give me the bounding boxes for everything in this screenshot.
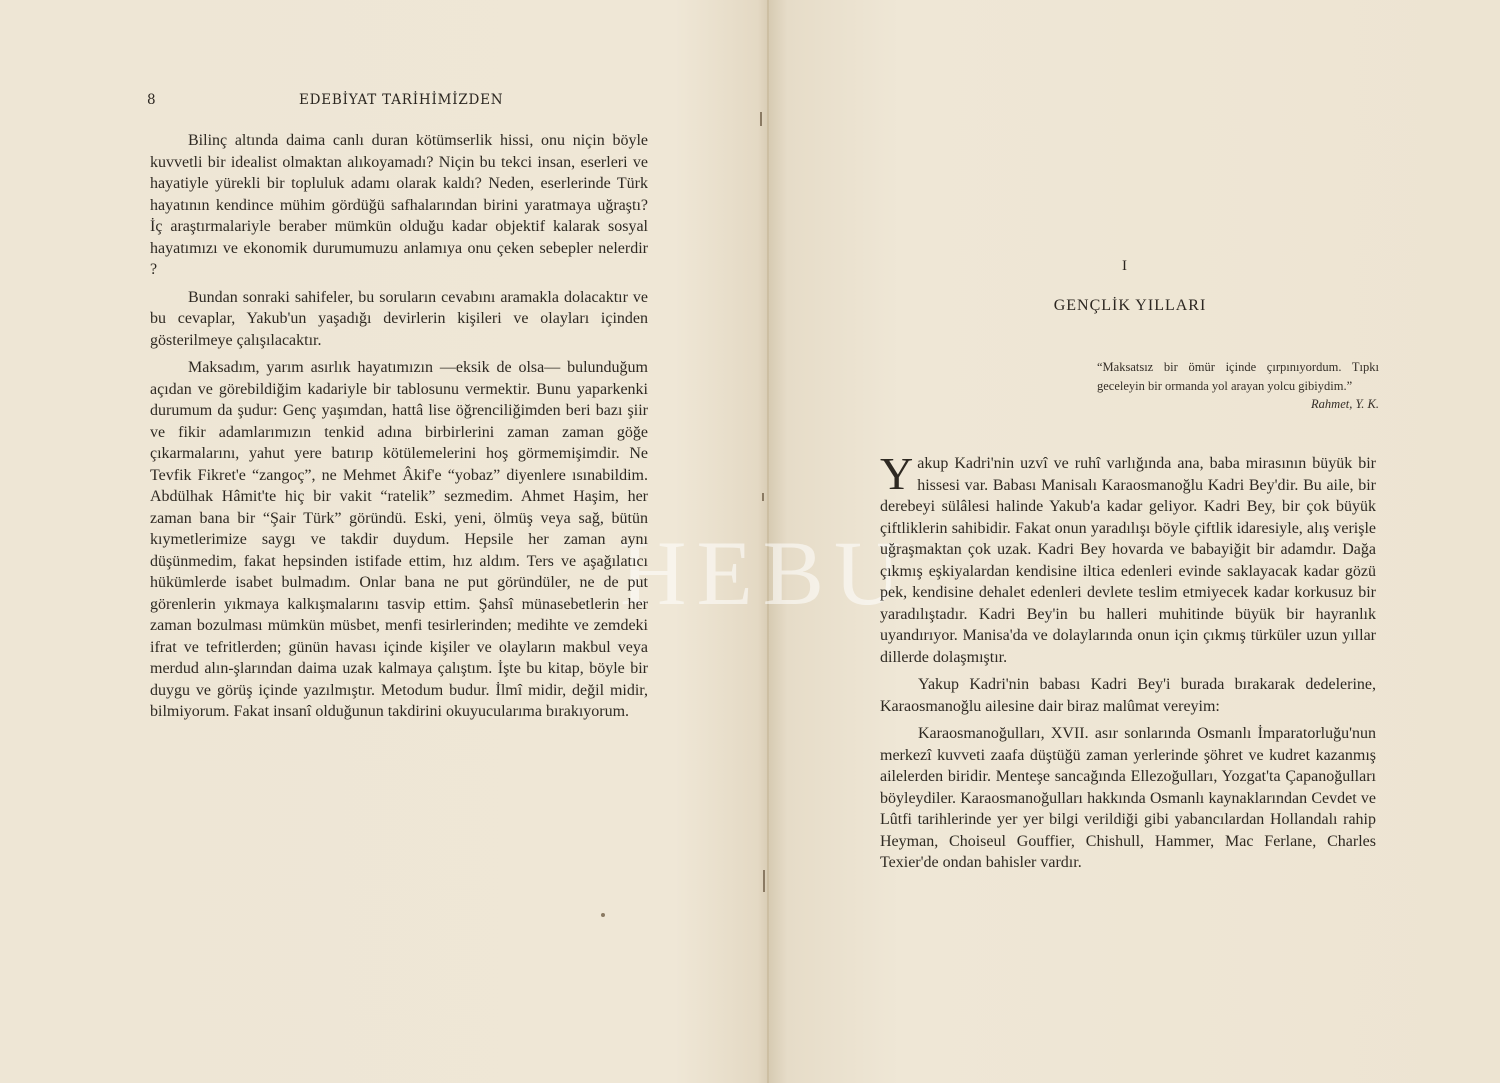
print-mark — [601, 913, 605, 917]
print-mark — [760, 112, 762, 126]
page-number: 8 — [147, 92, 156, 108]
epigraph-quote: “Maksatsız bir ömür içinde çırpınıyordum. Tıpkı geceleyin bir ormanda yol arayan yolcu gibiydim.” — [1097, 360, 1379, 393]
paragraph: Bundan sonraki sahifeler, bu soruların cevabını aramakla dolacaktır ve bu cevaplar, Yakub'un yaşadığı devirlerin kişileri ve olayları içinden gösterilmeye çalışılacaktır. — [150, 288, 648, 349]
running-title: EDEBİYAT TARİHİMİZDEN — [299, 92, 504, 108]
first-paragraph — [880, 448, 1376, 668]
right-body-text — [880, 448, 1376, 874]
epigraph — [1097, 358, 1379, 414]
drop-cap: Y — [880, 448, 914, 499]
chapter-title: GENÇLİK YILLARI — [1053, 297, 1207, 314]
chapter-number: I — [1122, 258, 1127, 274]
paragraph: Karaosmanoğulları, XVII. asır sonlarında Osmanlı İmparatorluğu'nun merkezî kuvveti zaafa düştüğü zaman yerlerinde şöhret ve kudret kazanmış ailelerden biridir. Menteşe sancağında Ellezoğulları, Yozgat'ta Çapanoğulları böyleydiler. Karaosmanoğulları hakkında Osmanlı kaynaklarından Cevdet ve Lûtfi tarihlerinde yer yer bilgi verildiği gibi yabancılardan Hollandalı rahip Heyman, Choiseul Gouffier, Chishull, Hammer, Mac Ferlane, Charles Texier'de ondan bahisler vardır. — [880, 725, 1376, 871]
first-paragraph-text: akup Kadri'nin uzvî ve ruhî varlığında ana, baba mirasının büyük bir hissesi var. Babası Manisalı Karaosmanoğlu Kadri Bey'dir. Bu aile, bir derebeyi sülâlesi halinde Yakub'a kadar geliyor. Kadri Bey, bir çok büyük çiftliklerin sahibidir. Fakat onun yaradılışı böyle çiftlik idaresiyle, alış verişle uğraşmaktan çok uzak. Kadri Bey hovarda ve babayiğit bir adamdır. Dağa çıkmış eşkiyalardan kendisine iltica edenleri evinde saklayacak kadar gözü pek, kendisine dehalet edenleri devlete teslim etmiyecek kadar korkusuz bir yaradılıştadır. Kadri Bey'in bu halleri muhitinde büyük bir hayranlık uyandırıyor. Manisa'da ve dolaylarında onun için çıkmış türküler uzun yıllar dillerde dolaşmıştır. — [880, 455, 1376, 666]
paragraph: Bilinç altında daima canlı duran kötümserlik hissi, onu niçin böyle kuvvetli bir idealist olmaktan alıkoyamadı? Niçin bu tekci insan, eserleri ve hayatiyle yürekli bir topluluk adamı olarak kaldı? Neden, eserlerinde Türk hayatının kendince mühim gördüğü safhalarından birini yaratmaya uğraştı? İç araştırmalariyle beraber mümkün olduğu kadar objektif kalarak sosyal hayatımızı ve ekonomik durumumuzu anlamıya onu çeken sebepler nelerdir ? — [150, 132, 648, 278]
left-body-text — [150, 130, 648, 723]
paragraph: Maksadım, yarım asırlık hayatımızın —eksik de olsa— bulunduğum açıdan ve görebildiğim kadariyle bir tablosunu vermektir. Bunu yaparkenki durumum da şudur: Genç yaşımdan, hattâ lise öğrenciliğimden beri bazı şiir ve fikir adamlarımızın tenkid adına birbirlerini zaman zaman göğe çıkarmalarını, yahut yere batırıp kötülemelerini hoş görmemişimdir. Ne Tevfik Fikret'e “zangoç”, ne Mehmet Âkif'e “yobaz” diyenlere ısınabildim. Abdülhak Hâmit'te hiç bir vakit “ratelik” sezmedim. Ahmet Haşim, her zaman bana bir “Şair Türk” göründü. Eski, yeni, ölmüş veya sağ, bütün kıymetlerimize saygı ve takdir duydum. Hepsile her zaman aynı düşünmedim, fakat hepsinden istifade ettim, hız aldım. Ters ve aşağılatıcı hükümlerde isabet bulmadım. Onlar bana ne put göründüler, ne de put görenlerin yıkmaya kalkışmalarını tasvip ettim. Şahsî münasebetlerin her zaman bozulması mümkün müsbet, menfi tesirlerinden; medihte ve zemdeki ifrat ve tefritlerden; günün havası içinde kişiler ve olayların makbul veya merdud alın-şlarından daima uzak kalmaya çalıştım. İşte bu kitap, böyle bir duygu ve görüş içinde yazılmıştır. Metodum budur. İlmî midir, değil midir, bilmiyorum. Fakat insanî olduğunun takdirini okuyucularıma bırakıyorum. — [150, 359, 648, 720]
print-mark — [763, 870, 765, 892]
paragraph: Yakup Kadri'nin babası Kadri Bey'i burada bırakarak dedelerine, Karaosmanoğlu ailesine dair biraz malûmat vereyim: — [880, 676, 1376, 715]
epigraph-signature: Rahmet, Y. K. — [1311, 397, 1379, 411]
print-mark — [762, 493, 764, 501]
watermark: HEBU — [620, 522, 911, 624]
